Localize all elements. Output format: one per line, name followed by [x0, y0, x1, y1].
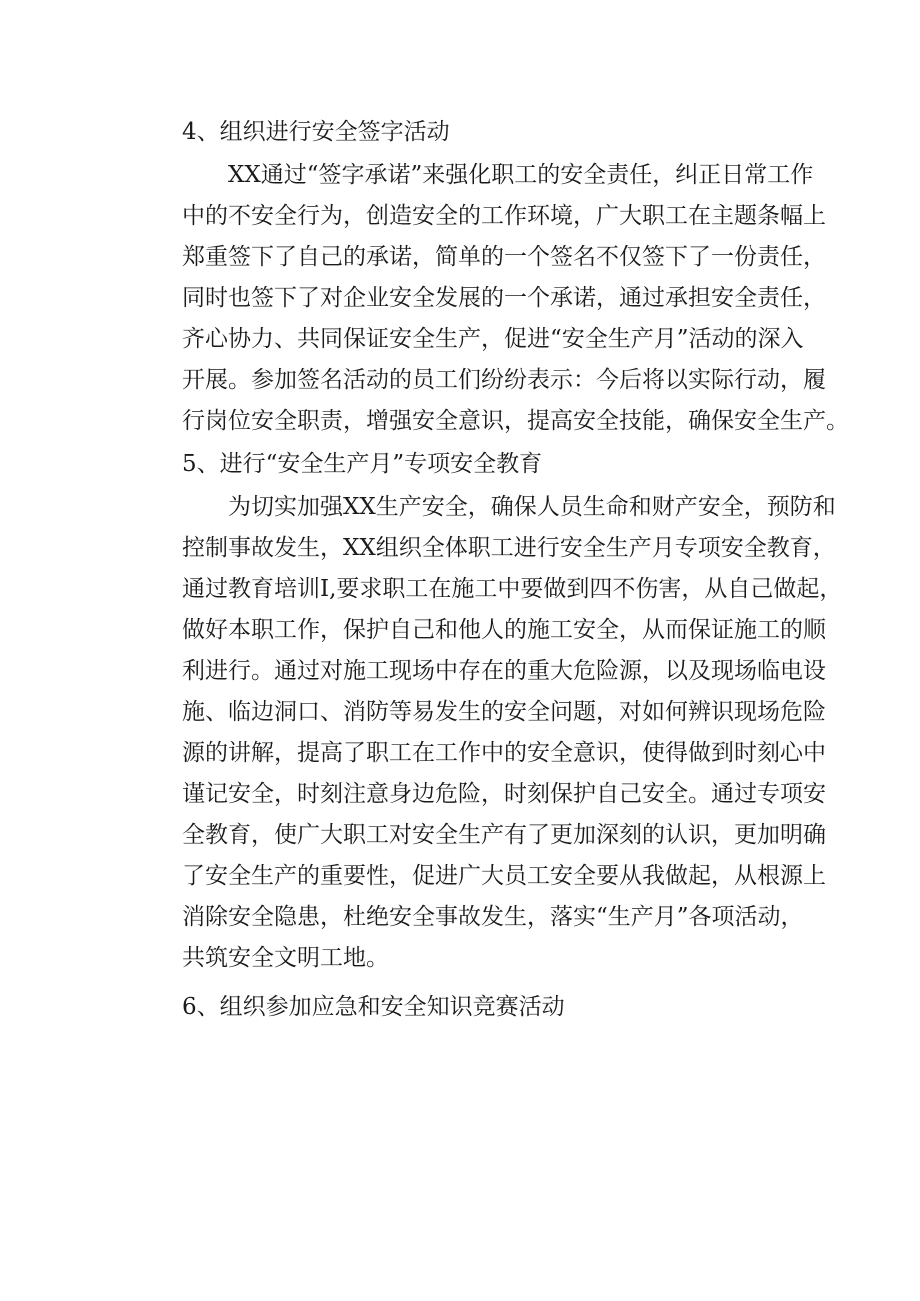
paragraph-line: 行岗位安全职责，增强安全意识，提高安全技能，确保安全生产。	[182, 408, 849, 434]
document-page	[136, 112, 849, 1028]
section-heading-6: 6、组织参加应急和安全知识竞赛活动	[182, 994, 565, 1020]
section-paragraph-4	[136, 155, 849, 442]
paragraph-line: 施、临边洞口、消防等易发生的安全问题，对如何辨识现场危险	[182, 699, 826, 725]
paragraph-line: 共筑安全文明工地。	[182, 945, 389, 971]
paragraph-line: 利进行。通过对施工现场中存在的重大危险源，以及现场临电设	[182, 658, 826, 684]
paragraph-line: 为切实加强XX生产安全，确保人员生命和财产安全，预防和	[228, 494, 836, 520]
paragraph-line: 通过教育培训I,要求职工在施工中要做到四不伤害，从自己做起，	[182, 576, 843, 602]
paragraph-line: 全教育，使广大职工对安全生产有了更加深刻的认识，更加明确	[182, 822, 826, 848]
paragraph-line: XX通过“签字承诺”来强化职工的安全责任，纠正日常工作	[228, 162, 814, 188]
paragraph-line: 谨记安全，时刻注意身边危险，时刻保护自己安全。通过专项安	[182, 781, 826, 807]
paragraph-line: 郑重签下了自己的承诺，简单的一个签名不仅签下了一份责任，	[182, 244, 826, 270]
section-paragraph-5	[136, 487, 843, 979]
paragraph-line: 同时也签下了对企业安全发展的一个承诺，通过承担安全责任，	[182, 285, 826, 311]
paragraph-line: 齐心协力、共同保证安全生产，促进“安全生产月”活动的深入	[182, 326, 804, 352]
paragraph-line: 中的不安全行为，创造安全的工作环境，广大职工在主题条幅上	[182, 203, 826, 229]
paragraph-line: 做好本职工作，保护自己和他人的施工安全，从而保证施工的顺	[182, 617, 826, 643]
paragraph-line: 消除安全隐患，杜绝安全事故发生，落实“生产月”各项活动，	[182, 904, 804, 930]
section-heading-4: 4、组织进行安全签字活动	[182, 119, 450, 145]
paragraph-line: 控制事故发生，XX组织全体职工进行安全生产月专项安全教育，	[182, 535, 836, 561]
paragraph-line: 开展。参加签名活动的员工们纷纷表示：今后将以实际行动，履	[182, 367, 826, 393]
paragraph-line: 源的讲解，提高了职工在工作中的安全意识，使得做到时刻心中	[182, 740, 826, 766]
paragraph-line: 了安全生产的重要性，促进广大员工安全要从我做起，从根源上	[182, 863, 826, 889]
section-heading-5: 5、进行“安全生产月”专项安全教育	[182, 451, 543, 477]
